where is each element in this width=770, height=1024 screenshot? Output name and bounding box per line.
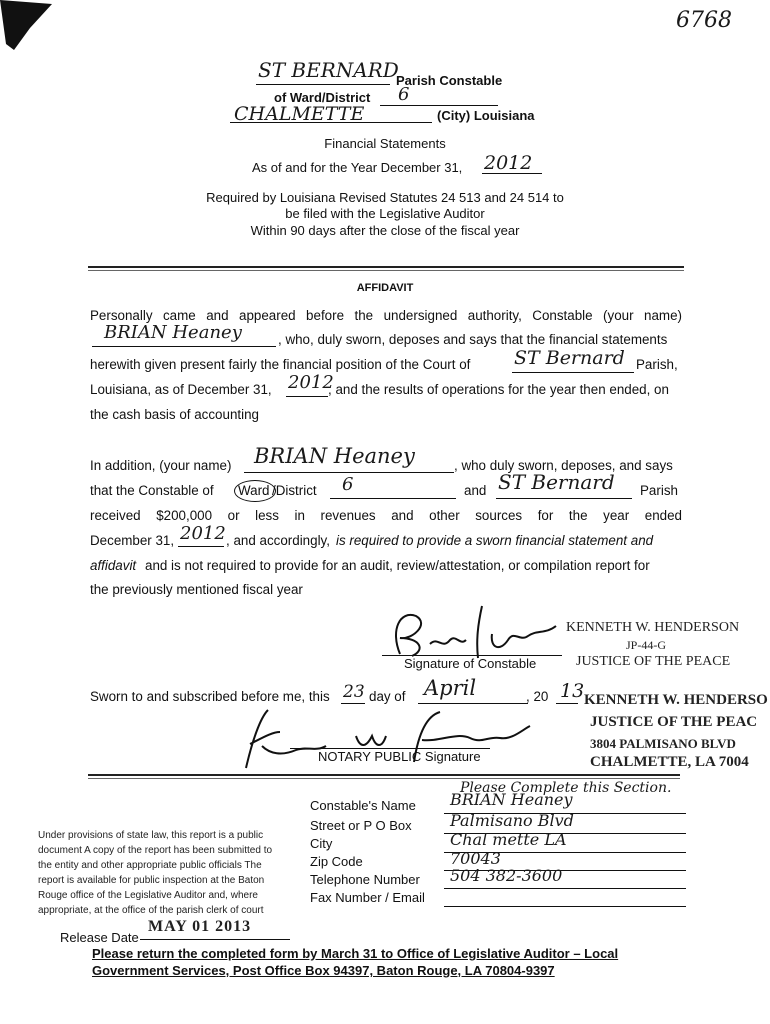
affidavit-p2-line2a: that the Constable of [90,483,214,498]
notary-stamp-city: CHALMETTE, LA 7004 [590,754,749,770]
affidavit-p2-line3: received $200,000 or less in revenues and other sources for the year ended [90,508,682,523]
affidavit-p2-name: BRIAN Heaney [254,444,415,468]
contact-label: Constable's Name [310,798,416,813]
affidavit-p2-year: 2012 [180,523,226,544]
parish-line [256,84,390,85]
year-handwritten: 2012 [484,152,533,174]
constable-signature-graphic [386,600,566,662]
jp-stamp-name: KENNETH W. HENDERSON [566,620,740,635]
notary-stamp-title: JUSTICE OF THE PEAC [590,714,758,730]
affidavit-heading: AFFIDAVIT [356,282,414,294]
affidavit-p1-line3b: Parish, [636,357,678,372]
statute-line-2: be filed with the Legislative Auditor [285,206,485,221]
ward-district-label: of Ward/District [274,90,371,105]
city-label: (City) Louisiana [437,108,535,123]
city-handwritten: CHALMETTE [234,103,365,125]
contact-label: Street or P O Box [310,818,412,833]
affidavit-p2-ward-circled: Ward [238,483,270,498]
public-note-line: Under provisions of state law, this report is a public [38,830,264,841]
sworn-month: April [424,676,477,700]
contact-field-line [444,872,686,889]
contact-label: Telephone Number [310,872,420,887]
notary-signature-graphic [226,702,536,776]
constable-signature-label: Signature of Constable [404,656,537,671]
divider-top [88,266,684,268]
statute-line-3: Within 90 days after the close of the fiscal year [250,223,520,238]
sworn-day-of: day of [369,689,406,704]
affidavit-p2-parish-line [496,498,632,499]
affidavit-p2-parish: Parish [640,483,678,498]
affidavit-p1-line5: the cash basis of accounting [90,407,259,422]
affidavit-p2-year-line [178,546,224,547]
jp-stamp-title: JUSTICE OF THE PEACE [576,654,731,669]
corner-mark [0,0,60,60]
parish-constable-label: Parish Constable [396,73,503,88]
affidavit-p2-line4b: , and accordingly, [226,533,330,548]
divider-top-thin [88,270,684,271]
page-id: 6768 [676,8,732,33]
affidavit-p2-line5b: and is not required to provide for an audit, review/attestation, or compilation report for [145,558,650,573]
contact-field-line [444,890,686,907]
notary-stamp-address: 3804 PALMISANO BLVD [590,736,736,751]
affidavit-p1-court-line [512,372,634,373]
notary-signature-label: NOTARY PUBLIC Signature [318,749,481,764]
affidavit-p1-line4a: Louisiana, as of December 31, [90,382,272,397]
contact-value: Chal mette LA [450,830,567,849]
contact-label: Fax Number / Email [310,890,425,905]
contact-value: BRIAN Heaney [450,790,573,809]
affidavit-p2-line4a: December 31, [90,533,175,548]
sworn-day: 23 [343,682,365,702]
divider-bottom [88,774,680,776]
contact-value: 70043 [450,849,501,868]
affidavit-p2-parish-name: ST Bernard [498,470,615,494]
parish-handwritten: ST BERNARD [258,58,399,82]
jp-stamp-id: JP-44-G [626,638,667,652]
affidavit-p2-line6: the previously mentioned fiscal year [90,582,303,597]
public-note-line: the entity and other appropriate public officials The [38,860,262,871]
public-note-line: appropriate, at the office of the parish clerk of court [38,905,264,916]
release-date-label: Release Date [60,930,139,945]
affidavit-p2-line1b: , who duly sworn, deposes, and says [454,458,673,473]
affidavit-p1-court: ST Bernard [514,347,625,369]
affidavit-p1-name-line [92,346,276,347]
contact-value: 504 382-3600 [450,866,563,885]
affidavit-p2-name-line [244,472,454,473]
city-line [230,122,432,123]
contact-label: City [310,836,333,851]
sworn-year-line [556,703,578,704]
affidavit-p2-ward-line [330,498,456,499]
ward-handwritten: 6 [398,84,410,105]
sworn-label: Sworn to and subscribed before me, this [90,689,330,704]
public-note-line: document A copy of the report has been submitted to [38,845,273,856]
affidavit-p1-line4b: , and the results of operations for the year then ended, on [328,382,669,397]
statement-title: Financial Statements [324,136,446,151]
statute-line-1: Required by Louisiana Revised Statutes 24 513 and 24 514 to [206,190,564,205]
affidavit-p2-line1a: In addition, (your name) [90,458,232,473]
affidavit-p1-year-line [286,396,328,397]
affidavit-p2-ward-num: 6 [342,474,354,495]
affidavit-p1-line2: , who, duly sworn, deposes and says that the financial statements [278,332,668,347]
return-line-2: Government Services, Post Office Box 94397, Baton Rouge, LA 70804-9397 [92,963,555,978]
as-of-label: As of and for the Year December 31, [252,160,463,175]
affidavit-p1-name: BRIAN Heaney [104,322,242,343]
affidavit-p2-line4c: is required to provide a sworn financial statement and [336,533,654,548]
divider-bottom-thin [88,778,680,779]
release-date-stamp: MAY 01 2013 [148,918,252,935]
affidavit-p2-district: /District [272,483,317,498]
public-note-line: Rouge office of the Legislative Auditor and, where [38,890,258,901]
affidavit-p1-line3a: herewith given present fairly the financial position of the Court of [90,357,471,372]
sworn-year: 13 [560,680,585,702]
contact-label: Zip Code [310,854,363,869]
ward-line [380,105,498,106]
affidavit-p2-and: and [464,483,487,498]
sworn-year-prefix: , 20 [526,689,549,704]
affidavit-p1-line1: Personally came and appeared before the undersigned authority, Constable (your name) [90,308,682,323]
return-line-1: Please return the completed form by March 31 to Office of Legislative Auditor – Local [92,946,619,961]
affidavit-p2-line5a: affidavit [90,558,137,573]
contact-instruction: Please Complete this Section. [460,780,672,796]
release-date-line [140,939,290,940]
affidavit-p1-year: 2012 [288,372,334,393]
contact-value: Palmisano Blvd [450,811,574,830]
notary-stamp-name: KENNETH W. HENDERSO [584,692,768,708]
public-note-line: report is available for public inspection at the Baton [38,875,265,886]
